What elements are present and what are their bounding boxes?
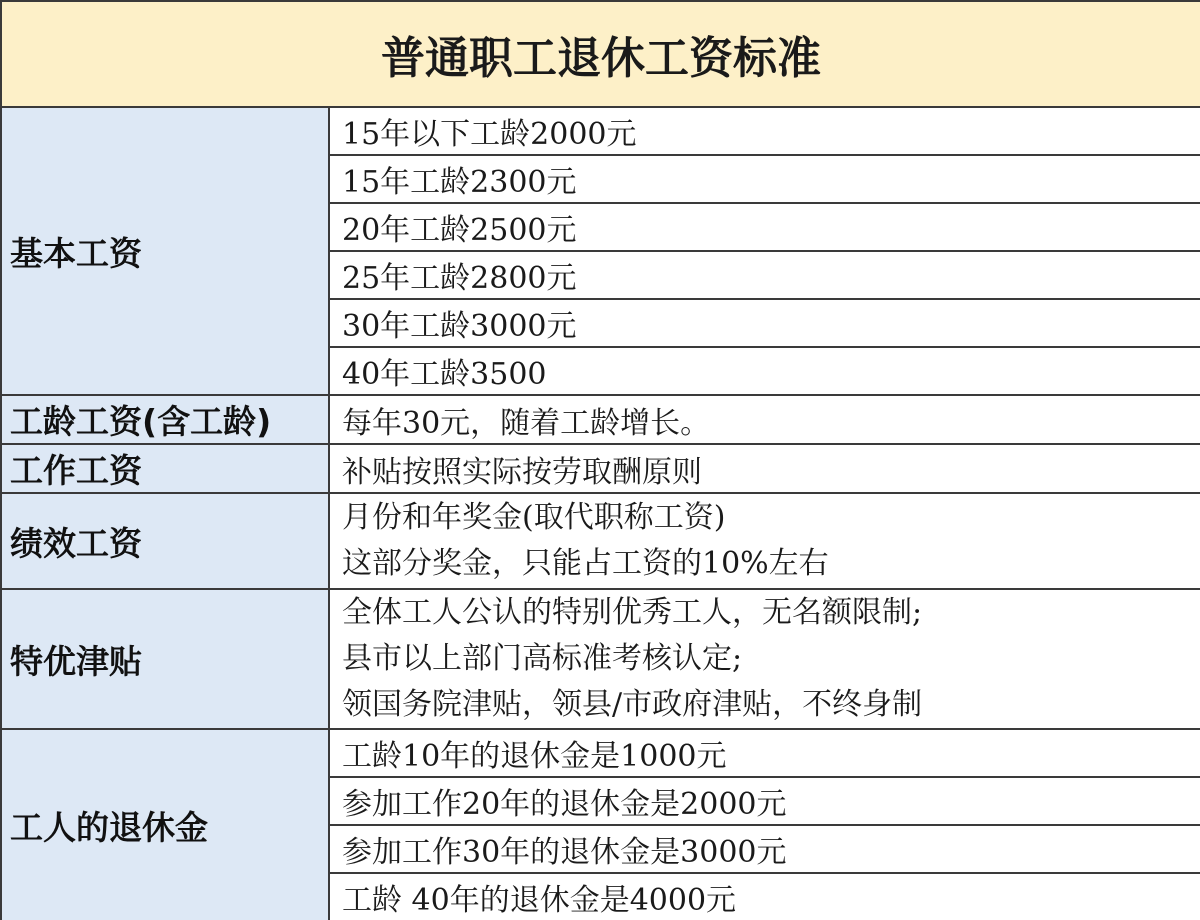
category-performance-salary: 绩效工资 <box>1 493 329 589</box>
value-cell-multiline <box>329 493 1200 589</box>
value-line: 领国务院津贴，领县/市政府津贴，不终身制 <box>342 687 923 722</box>
value-cell: 15年以下工龄2000元 <box>329 107 1200 155</box>
value-cell: 15年工龄2300元 <box>329 155 1200 203</box>
value-cell: 参加工作30年的退休金是3000元 <box>329 825 1200 873</box>
table-row <box>1 589 1200 729</box>
table-row <box>1 729 1200 777</box>
table-row <box>1 107 1200 155</box>
value-cell: 40年工龄3500 <box>329 347 1200 395</box>
value-cell: 20年工龄2500元 <box>329 203 1200 251</box>
title-row <box>1 1 1200 107</box>
category-seniority-salary: 工龄工资(含工龄) <box>1 395 329 444</box>
value-cell-multiline <box>329 589 1200 729</box>
value-cell: 补贴按照实际按劳取酬原则 <box>329 444 1200 493</box>
category-special-allowance: 特优津贴 <box>1 589 329 729</box>
category-basic-salary: 基本工资 <box>1 107 329 395</box>
value-cell: 30年工龄3000元 <box>329 299 1200 347</box>
category-worker-pension: 工人的退休金 <box>1 729 329 920</box>
value-cell: 参加工作20年的退休金是2000元 <box>329 777 1200 825</box>
value-cell: 25年工龄2800元 <box>329 251 1200 299</box>
value-line: 月份和年奖金(取代职称工资) <box>342 500 726 535</box>
table-title: 普通职工退休工资标准 <box>1 1 1200 107</box>
value-line: 这部分奖金，只能占工资的10%左右 <box>342 546 829 581</box>
table-row <box>1 444 1200 493</box>
value-line: 全体工人公认的特别优秀工人，无名额限制; <box>342 595 923 630</box>
value-line: 县市以上部门高标准考核认定; <box>342 641 743 676</box>
table-row <box>1 395 1200 444</box>
value-cell: 每年30元，随着工龄增长。 <box>329 395 1200 444</box>
category-work-salary: 工作工资 <box>1 444 329 493</box>
table-row <box>1 493 1200 589</box>
value-cell: 工龄 40年的退休金是4000元 <box>329 873 1200 920</box>
value-cell: 工龄10年的退休金是1000元 <box>329 729 1200 777</box>
